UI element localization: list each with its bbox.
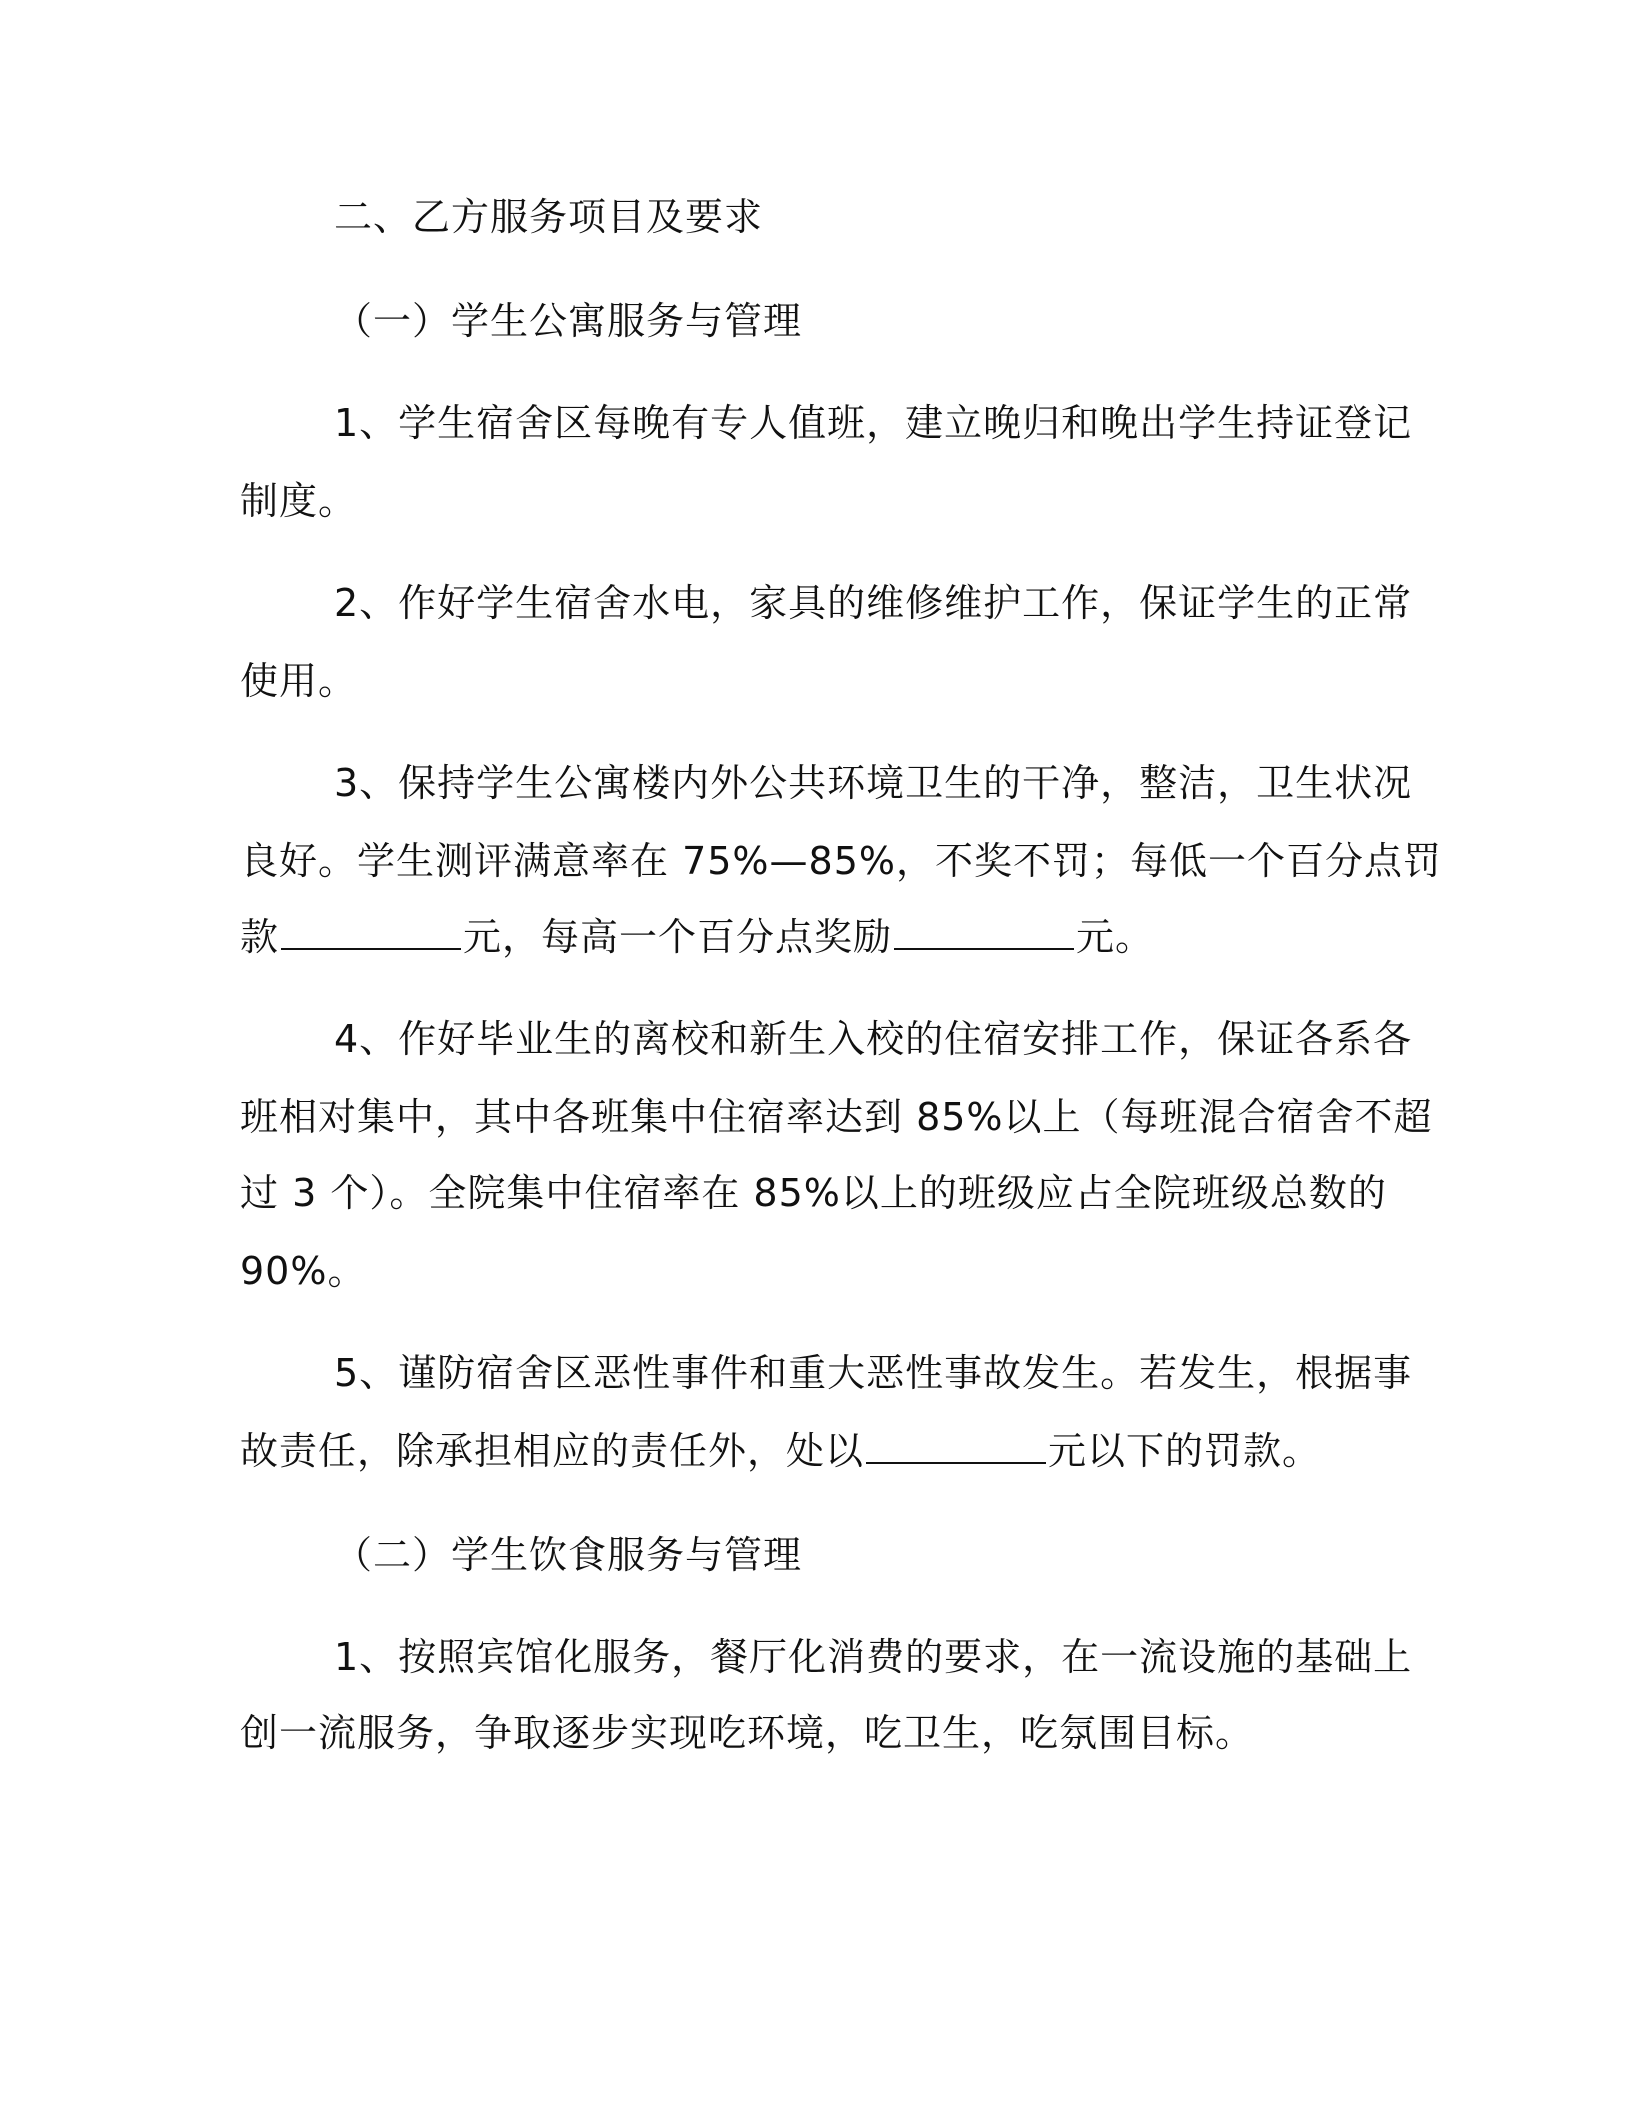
item5-line1: 5、谨防宿舍区恶性事件和重大恶性事故发生。若发生，根据事 [334,1351,1413,1395]
section-heading: 二、乙方服务项目及要求 [334,195,764,239]
item3-line2: 良好。学生测评满意率在 75%—85%，不奖不罚；每低一个百分点罚 [240,839,1443,883]
item4-line4: 90%。 [240,1249,367,1293]
item1-line1: 1、学生宿舍区每晚有专人值班，建立晚归和晚出学生持证登记 [334,401,1413,445]
item3-line3 [240,912,1154,962]
dining-item1-line1: 1、按照宾馆化服务，餐厅化消费的要求，在一流设施的基础上 [334,1635,1413,1679]
item4-line1: 4、作好毕业生的离校和新生入校的住宿安排工作，保证各系各 [334,1017,1413,1061]
fill-in-blank-fine [866,1428,1046,1464]
item5-line2 [240,1426,1321,1476]
item5-line2-text-b: 元以下的罚款。 [1048,1429,1322,1473]
item2-line2: 使用。 [240,659,358,703]
fill-in-blank-penalty [281,914,461,950]
item2-line1: 2、作好学生宿舍水电，家具的维修维护工作，保证学生的正常 [334,581,1413,625]
item3-line3-text-b: 元，每高一个百分点奖励 [463,915,893,959]
item1-line2: 制度。 [240,479,358,523]
item3-line1: 3、保持学生公寓楼内外公共环境卫生的干净，整洁，卫生状况 [334,761,1413,805]
item5-line2-text-a: 故责任，除承担相应的责任外，处以 [240,1429,865,1473]
subsection-title-dining: （二）学生饮食服务与管理 [334,1533,803,1577]
fill-in-blank-reward [894,914,1074,950]
item3-line3-text-a: 款 [240,915,280,959]
item4-line3: 过 3 个）。全院集中住宿率在 85%以上的班级应占全院班级总数的 [240,1171,1387,1215]
item3-line3-text-c: 元。 [1076,915,1155,959]
item4-line2: 班相对集中，其中各班集中住宿率达到 85%以上（每班混合宿舍不超 [240,1095,1433,1139]
subsection-title-apartment: （一）学生公寓服务与管理 [334,299,803,343]
dining-item1-line2: 创一流服务，争取逐步实现吃环境，吃卫生，吃氛围目标。 [240,1711,1255,1755]
